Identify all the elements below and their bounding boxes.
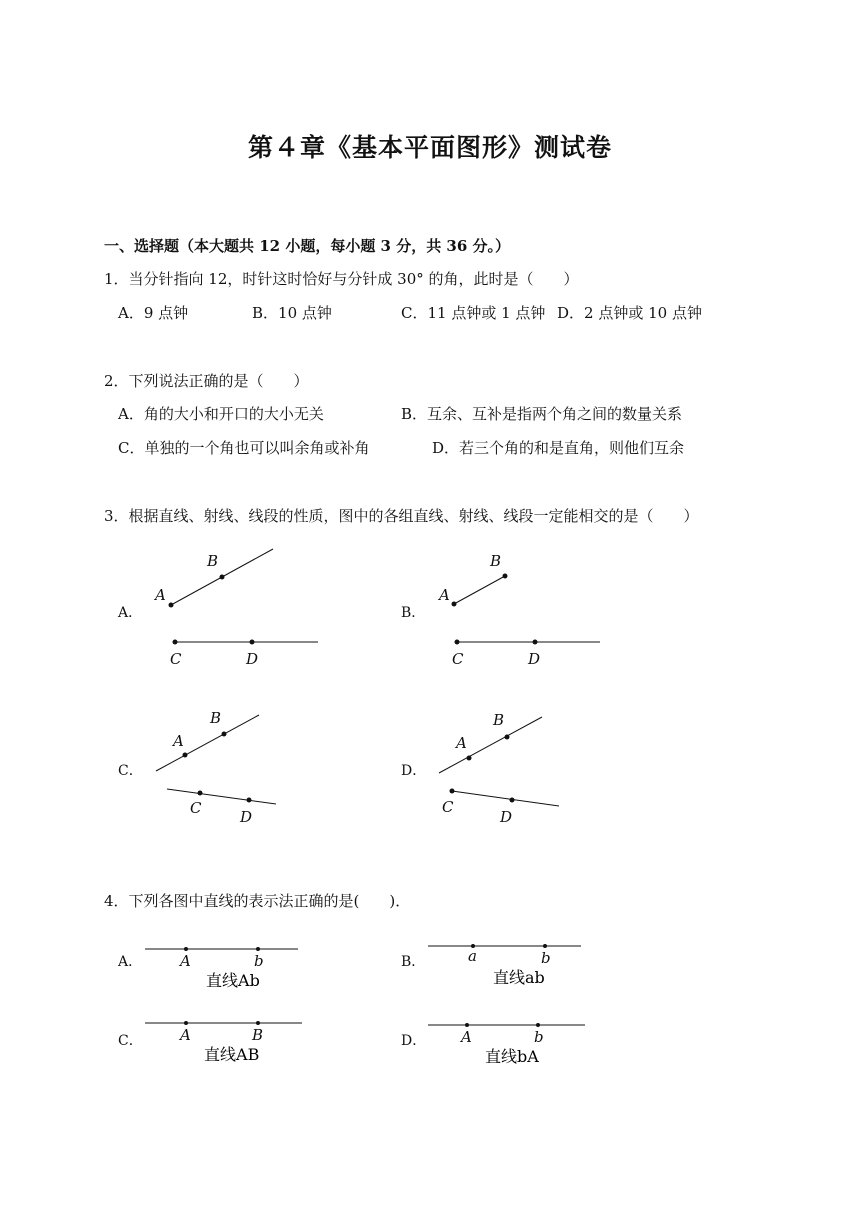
point-label: A: [461, 1028, 472, 1046]
figure-caption: 直线bA: [485, 1047, 539, 1066]
point-label: B: [490, 552, 502, 570]
section-heading: 一、选择题（本大题共 12 小题，每小题 3 分，共 36 分。）: [104, 237, 511, 255]
point-label: A: [155, 586, 166, 604]
point-dot: [543, 944, 547, 948]
point-dot: [450, 789, 455, 794]
point-dot: [183, 753, 188, 758]
point-label: D: [528, 650, 541, 668]
point-label: b: [534, 1028, 544, 1046]
figure-caption: 直线Ab: [206, 971, 260, 990]
question-3-label-b: B．: [401, 605, 426, 621]
question-4-label-a: A．: [118, 954, 143, 970]
question-1-option-a: A．9 点钟: [118, 304, 189, 322]
question-3-figure-b: [420, 540, 620, 675]
question-2-option-a: A．角的大小和开口的大小无关: [118, 405, 324, 423]
question-4-figure-b: [423, 935, 593, 995]
question-3-label-c: C．: [118, 763, 143, 779]
question-1-option-d: D．2 点钟或 10 点钟: [557, 304, 702, 322]
point-label: B: [210, 709, 222, 727]
question-2-option-c: C．单独的一个角也可以叫余角或补角: [118, 439, 370, 457]
point-dot: [256, 1021, 260, 1025]
point-label: a: [468, 947, 477, 965]
question-3-figure-c: [140, 700, 340, 835]
question-1-option-c: C．11 点钟或 1 点钟: [401, 304, 546, 322]
question-4-label-c: C．: [118, 1033, 143, 1049]
question-2-option-d: D．若三个角的和是直角，则他们互余: [432, 439, 685, 457]
question-4-figure-a: [140, 935, 310, 995]
point-label: A: [439, 586, 450, 604]
point-dot: [503, 574, 508, 579]
point-dot: [510, 798, 515, 803]
point-label: C: [170, 650, 182, 668]
point-label: B: [252, 1026, 264, 1044]
question-1-stem: 1．当分针指向 12，时针这时恰好与分针成 30° 的角，此时是（ ）: [104, 270, 579, 288]
question-1-option-b: B．10 点钟: [252, 304, 332, 322]
point-dot: [455, 640, 460, 645]
question-3-stem: 3．根据直线、射线、线段的性质，图中的各组直线、射线、线段一定能相交的是（ ）: [104, 507, 699, 525]
point-dot: [256, 947, 260, 951]
question-4-figure-d: [423, 1012, 593, 1072]
point-dot: [467, 756, 472, 761]
point-label: C: [452, 650, 464, 668]
question-3-figure-a: [140, 540, 340, 675]
question-4-label-b: B．: [401, 954, 426, 970]
question-2-option-b: B．互余、互补是指两个角之间的数量关系: [401, 405, 683, 423]
point-dot: [247, 798, 252, 803]
point-label: A: [180, 952, 191, 970]
question-4-label-d: D．: [401, 1033, 427, 1049]
point-label: C: [190, 799, 202, 817]
question-3-label-d: D．: [401, 763, 427, 779]
figure-caption: 直线AB: [204, 1045, 260, 1064]
point-dot: [533, 640, 538, 645]
point-dot: [184, 1021, 188, 1025]
question-4-stem: 4．下列各图中直线的表示法正确的是( )．: [104, 892, 411, 910]
point-dot: [184, 947, 188, 951]
point-label: b: [254, 952, 264, 970]
point-dot: [536, 1023, 540, 1027]
point-label: C: [442, 798, 454, 816]
point-label: B: [493, 711, 505, 729]
point-dot: [169, 603, 174, 608]
point-dot: [173, 640, 178, 645]
point-dot: [222, 732, 227, 737]
figure-caption: 直线ab: [493, 968, 545, 987]
question-2-stem: 2．下列说法正确的是（ ）: [104, 372, 309, 390]
point-label: D: [246, 650, 259, 668]
point-label: A: [456, 734, 467, 752]
point-dot: [220, 575, 225, 580]
point-label: A: [180, 1026, 191, 1044]
point-label: D: [500, 808, 513, 826]
point-label: B: [207, 552, 219, 570]
point-label: D: [240, 808, 253, 826]
point-dot: [465, 1023, 469, 1027]
point-dot: [452, 602, 457, 607]
point-dot: [505, 735, 510, 740]
question-3-figure-d: [420, 700, 620, 835]
point-dot: [250, 640, 255, 645]
point-dot: [198, 791, 203, 796]
question-4-figure-c: [140, 1010, 310, 1070]
point-label: b: [541, 949, 551, 967]
question-3-label-a: A．: [118, 605, 143, 621]
point-label: A: [173, 732, 184, 750]
page-title: 第４章《基本平面图形》测试卷: [247, 133, 612, 162]
